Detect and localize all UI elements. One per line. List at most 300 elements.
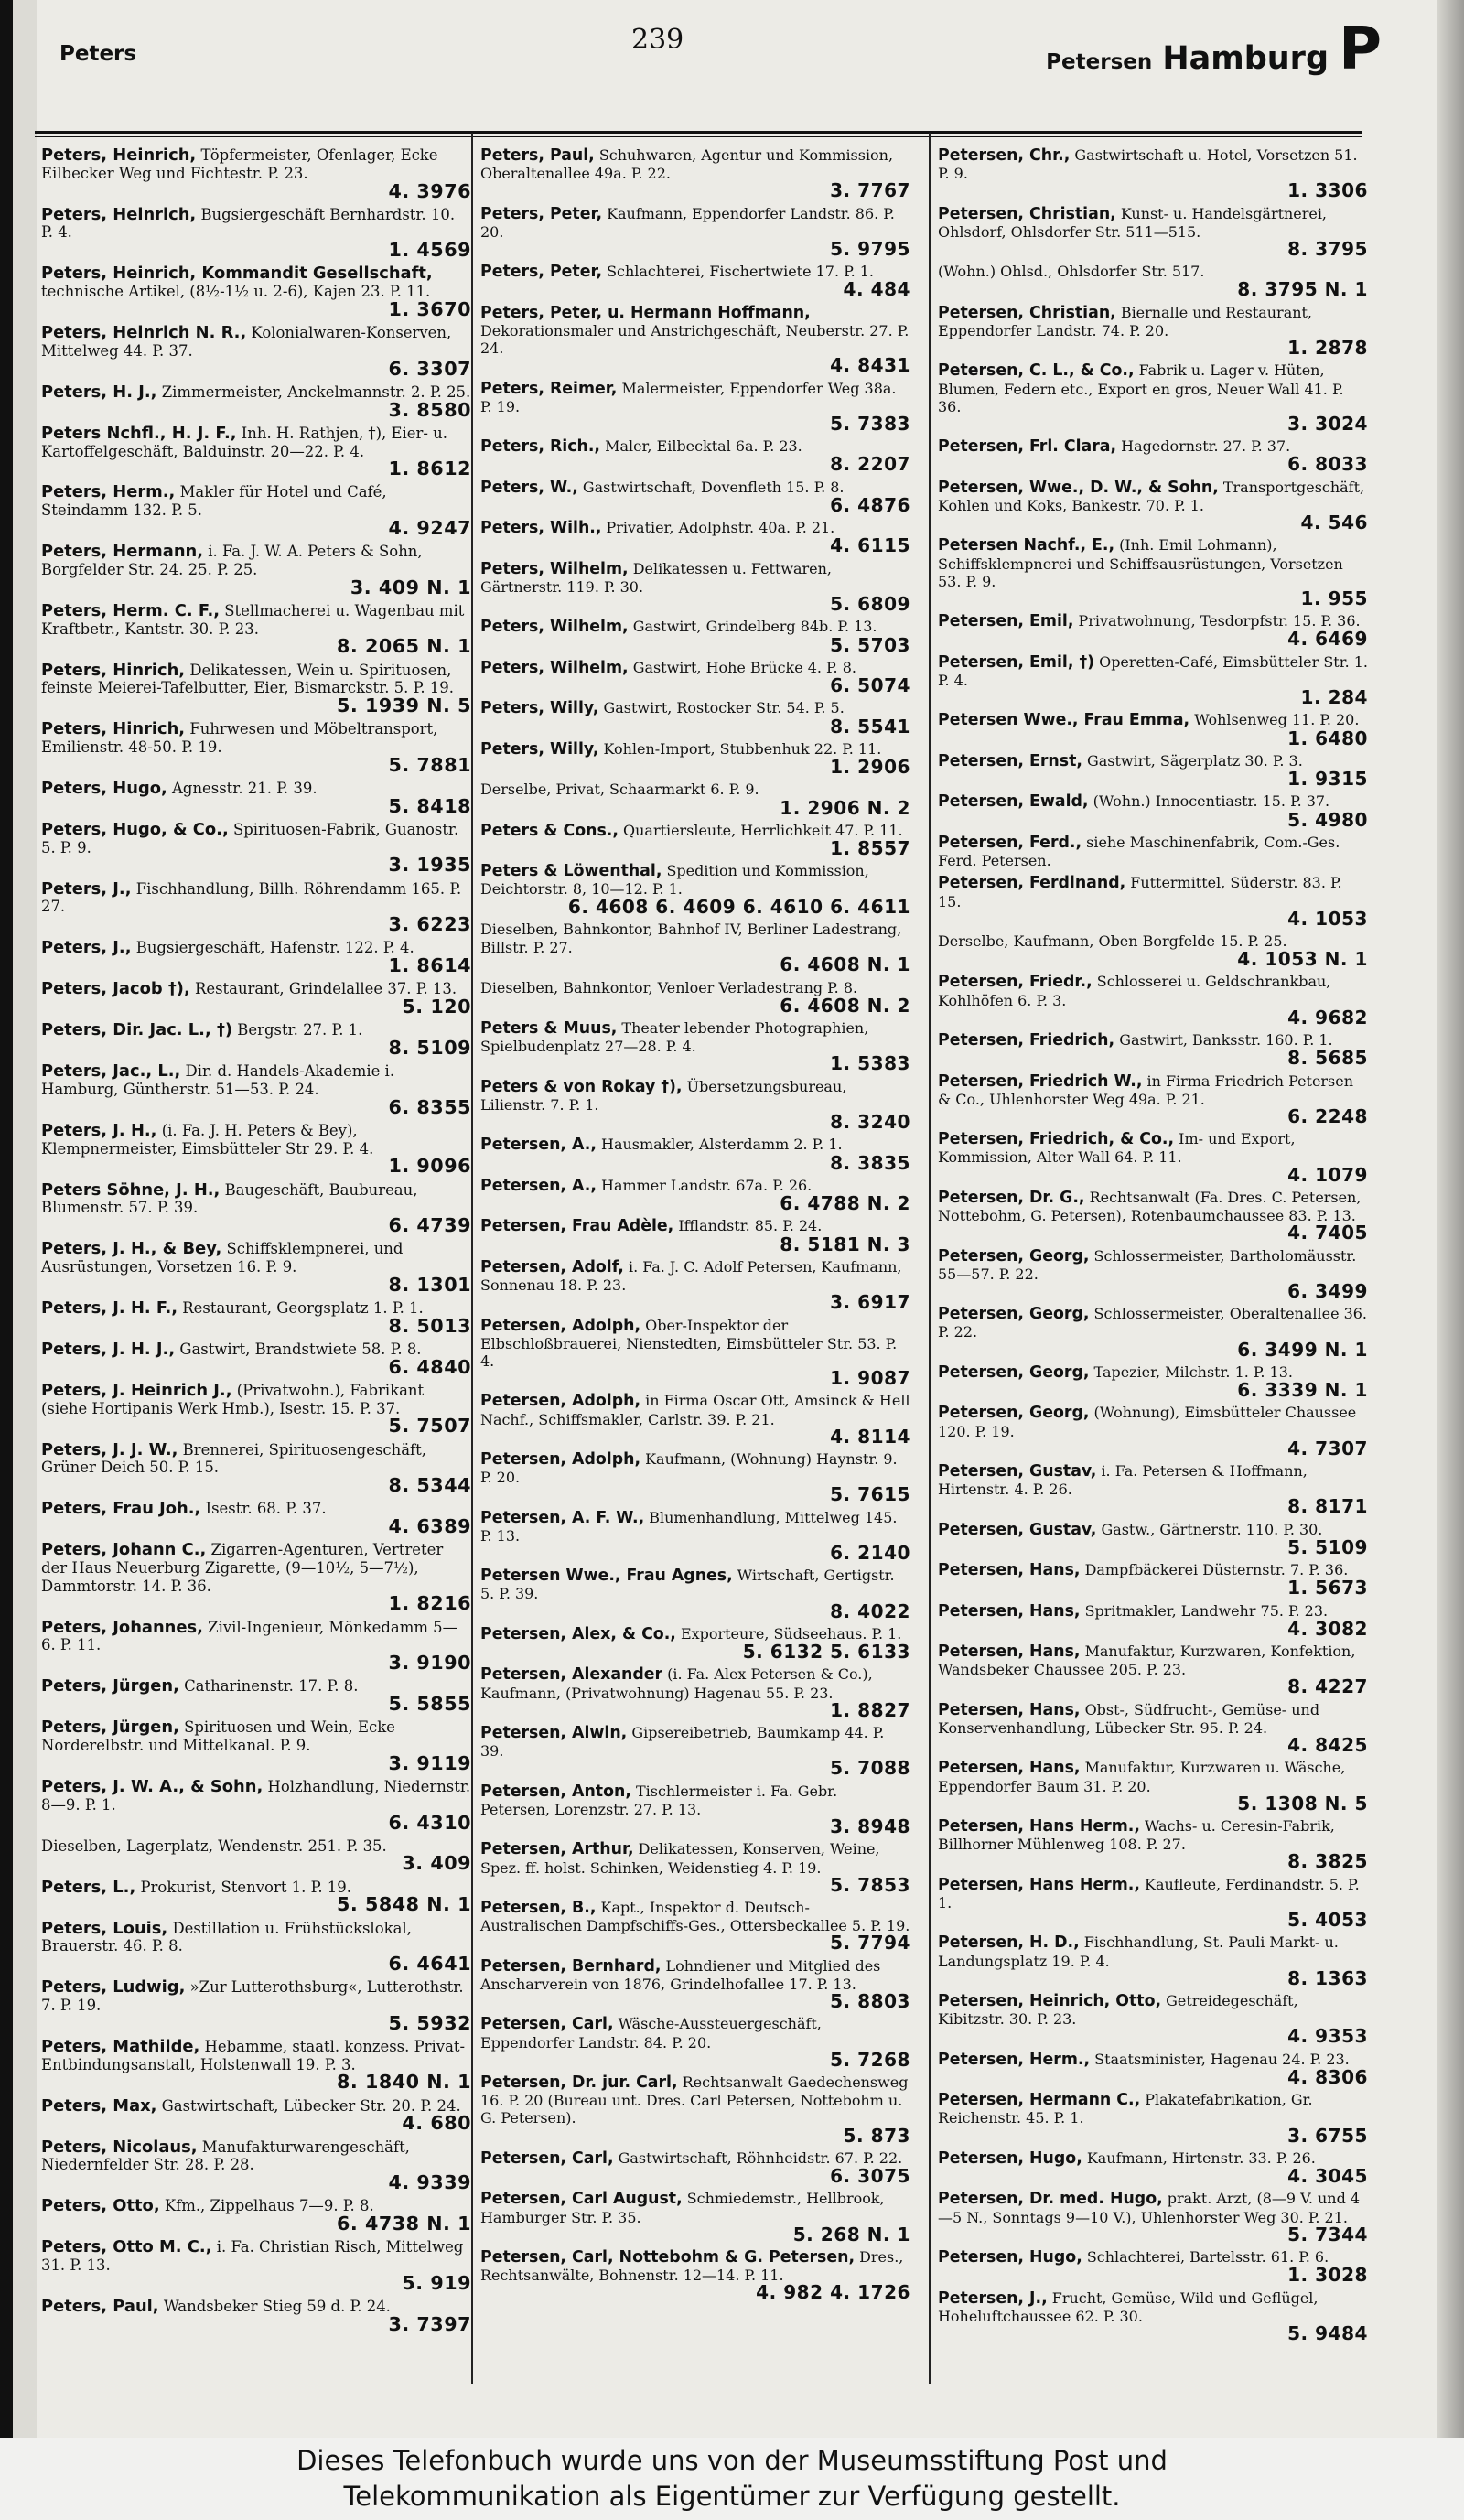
entry-name: Petersen Wwe., Frau Emma, (938, 711, 1190, 730)
entry-name: Petersen, Herm., (938, 2050, 1091, 2069)
entry-details: Gastwirtschaft, Lübecker Str. 20. P. 24. (161, 2096, 461, 2115)
entry-phone-number: 5. 5703 (830, 633, 910, 656)
entry-name: Peters, H. J., (41, 382, 157, 402)
entry-phone-number: 4. 3082 (1287, 1617, 1368, 1640)
directory-entry (938, 792, 1368, 831)
directory-entry (480, 822, 910, 857)
entry-phone-number: 6. 3339 N. 1 (1237, 1379, 1368, 1402)
directory-entry (938, 2051, 1368, 2086)
directory-entry (41, 1920, 471, 1974)
directory-entry (480, 1567, 910, 1621)
entry-name: Petersen, A., (480, 1176, 597, 1195)
entry-phone-number: 8. 2207 (830, 453, 910, 476)
directory-entry (938, 1072, 1368, 1126)
entry-name: Petersen, J., (938, 2288, 1048, 2308)
entry-details: Blumenhandlung, Mittelweg 145. P. 13. (480, 1508, 898, 1545)
entry-phone-number: 5. 4980 (1287, 808, 1368, 831)
entry-phone-number: 3. 7767 (830, 179, 910, 202)
entry-phone-number: 8. 1363 (1287, 1966, 1368, 1989)
entry-name: Petersen, Emil, †) (938, 652, 1095, 672)
entry-name: Peters, Rich., (480, 437, 601, 457)
entry-name: Peters, Peter, u. Hermann Hoffmann, (480, 303, 811, 322)
directory-entry (938, 711, 1368, 747)
directory-entry (938, 1642, 1368, 1696)
entry-phone-number: 8. 5013 (388, 1314, 471, 1337)
entry-name: Petersen, Chr., (938, 146, 1071, 165)
entry-name: Petersen, Friedrich W., (938, 1072, 1143, 1091)
entry-name: Peters, Nicolaus, (41, 2137, 198, 2157)
entry-details: Schlachterei, Bartelsstr. 61. P. 6. (1086, 2248, 1329, 2267)
entry-details: Ifflandstr. 85. P. 24. (678, 1217, 823, 1235)
directory-entry (480, 1724, 910, 1778)
entry-details: Restaurant, Grindelallee 37. P. 13. (194, 980, 458, 998)
entry-details: Delikatessen, Konserven, Weine, Spez. ff. holst. Schinken, Weidenstieg 4. P. 19. (480, 1840, 880, 1877)
footer-line-1: Dieses Telefonbuch wurde uns von der Museumsstiftung Post und (296, 2445, 1168, 2476)
running-header-right (997, 16, 1382, 83)
entry-name: Peters, Peter, (480, 204, 603, 223)
entry-phone-number: 8. 5685 (1287, 1047, 1368, 1070)
entry-phone-number: 8. 2065 N. 1 (336, 635, 471, 658)
directory-entry (41, 880, 471, 934)
entry-details: Gastwirt, Sägerplatz 30. P. 3. (1087, 751, 1303, 770)
entry-phone-number: 5. 9484 (1287, 2321, 1368, 2344)
entry-details: Spritmakler, Landwehr 75. P. 23. (1084, 1601, 1329, 1620)
entry-phone-number: 3. 8948 (830, 1815, 910, 1838)
entry-name: Peters, Hinrich, (41, 719, 186, 739)
entry-name: Petersen, B., (480, 1899, 597, 1918)
directory-entry (41, 602, 471, 656)
entry-name: Peters, Ludwig, (41, 1977, 186, 1998)
entry-details: Zivil-Ingenieur, Mönkedamm 5—6. P. 11. (41, 1618, 458, 1654)
entry-phone-number: 1. 2906 (830, 756, 910, 779)
entry-details: Gastwirtschaft, Röhnheidstr. 67. P. 22. (618, 2148, 903, 2167)
directory-entry (41, 425, 471, 479)
entry-phone-number: 8. 3825 (1287, 1850, 1368, 1873)
directory-entry (938, 1602, 1368, 1638)
directory-entry (480, 1019, 910, 1073)
entry-name: Petersen, Ewald, (938, 792, 1089, 812)
entry-phone-number: 5. 7383 (830, 412, 910, 435)
entry-details: Dekorationsmaler und Anstrichgeschäft, Neuberstr. 27. P. 24. (480, 321, 910, 358)
directory-entry (41, 1240, 471, 1294)
entry-name: Peters & Cons., (480, 821, 619, 840)
entry-name: Peters, J. H., & Bey, (41, 1239, 222, 1259)
entry-phone-number: 4. 3045 (1287, 2165, 1368, 2188)
entry-phone-number: 4. 546 (1300, 512, 1368, 534)
directory-entry (938, 536, 1368, 608)
directory-entry (480, 862, 910, 916)
entry-name: Peters, Wilhelm, (480, 559, 629, 578)
directory-entry (938, 1362, 1368, 1402)
entry-details: Gastwirt, Brandstwiete 58. P. 8. (179, 1340, 422, 1358)
directory-entry (938, 1521, 1368, 1556)
entry-details: Hagedornstr. 27. P. 37. (1121, 437, 1291, 456)
entry-details: Gastwirt, Rostocker Str. 54. P. 5. (603, 699, 845, 717)
entry-name: Petersen, Carl, (480, 2015, 614, 2034)
entry-name: Petersen, Friedrich, & Co., (938, 1130, 1175, 1149)
directory-entry (480, 699, 910, 738)
entry-details: (Wohnung), Eimsbütteler Chaussee 120. P. 19. (938, 1404, 1357, 1440)
entry-phone-number: 5. 120 (402, 996, 471, 1018)
entry-details: Staatsminister, Hagenau 24. P. 23. (1094, 2050, 1350, 2068)
directory-entry (41, 264, 471, 318)
entry-phone-number: 6. 5074 (830, 674, 910, 697)
directory-entry (41, 1677, 471, 1714)
entry-details: Wachs- u. Ceresin-Fabrik, Billhorner Mühlenweg 108. P. 27. (938, 1817, 1335, 1854)
header-rule-thin (35, 136, 1362, 137)
entry-name: Peters Söhne, J. H., (41, 1179, 221, 1200)
column-divider (471, 133, 473, 2384)
entry-name: Petersen, Georg, (938, 1305, 1090, 1324)
entry-details: Isestr. 68. P. 37. (205, 1500, 327, 1518)
entry-details: Dieselben, Lagerplatz, Wendenstr. 251. P. 35. (41, 1836, 387, 1855)
entry-name: Petersen, A. F. W., (480, 1508, 645, 1527)
entry-details: Futtermittel, Süderstr. 83. P. 15. (938, 874, 1342, 910)
entry-phone-number: 4. 8431 (830, 354, 910, 377)
running-header-left: Peters (59, 42, 137, 66)
entry-details: Agnesstr. 21. P. 39. (172, 779, 318, 797)
directory-entry (480, 1665, 910, 1719)
directory-entry (41, 780, 471, 816)
entry-details: Kapt., Inspektor d. Deutsch-Australischen Dampfschiffs-Ges., Ottersbeckallee 5. P. 19. (480, 1899, 910, 1935)
entry-name: Petersen, Bernhard, (480, 1956, 662, 1976)
entry-details: Spirituosen und Wein, Ecke Norderelbstr. und Mittelkanal. P. 9. (41, 1718, 395, 1755)
entry-details: Tischlermeister i. Fa. Gebr. Petersen, Lorenzstr. 27. P. 13. (480, 1782, 838, 1818)
entry-phone-number: 5. 6132 5. 6133 (742, 1641, 910, 1664)
entry-name: Petersen, Anton, (480, 1782, 631, 1801)
directory-entry (41, 1181, 471, 1235)
entry-details: Zigarren-Agenturen, Vertreter der Haus Neuerburg Zigarette, (9—10½, 5—7½), Dammtorstr. 14. P. 36. (41, 1541, 444, 1595)
entry-phone-number: 1. 5673 (1287, 1577, 1368, 1599)
directory-entry (41, 1837, 471, 1874)
entry-phone-number: 4. 484 (843, 278, 910, 301)
entry-details: Delikatessen u. Fettwaren, Gärtnerstr. 119. P. 30. (480, 559, 832, 596)
directory-entry (41, 1978, 471, 2032)
entry-details: Hebamme, staatl. konzess. Privat-Entbindungsanstalt, Holstenwall 19. P. 3. (41, 2037, 466, 2073)
directory-entry (41, 1619, 471, 1673)
entry-details: Gastwirt, Hohe Brücke 4. P. 8. (632, 658, 856, 676)
entry-phone-number: 6. 4608 6. 4609 6. 4610 6. 4611 (567, 895, 910, 918)
entry-details: Exporteure, Südseehaus. P. 1. (680, 1624, 902, 1642)
entry-name: Petersen, Hans, (938, 1759, 1081, 1778)
directory-entry (480, 1078, 910, 1132)
entry-phone-number: 4. 3976 (388, 179, 471, 202)
entry-name: Peters, Otto, (41, 2196, 160, 2216)
entry-phone-number: 1. 8827 (830, 1698, 910, 1721)
directory-entry (480, 146, 910, 200)
entry-details: Baugeschäft, Baubureau, Blumenstr. 57. P. 39. (41, 1180, 418, 1217)
entry-phone-number: 4. 6469 (1287, 628, 1368, 651)
entry-details: Plakatefabrikation, Gr. Reichenstr. 45. P. 1. (938, 2091, 1313, 2127)
entry-phone-number: 8. 3795 (1287, 238, 1368, 260)
entry-phone-number: 5. 8418 (388, 794, 471, 817)
directory-entry (480, 380, 910, 434)
entry-phone-number: 8. 3795 N. 1 (1237, 278, 1368, 301)
entry-details: in Firma Oscar Ott, Amsinck & Hell Nachf., Schiffsmakler, Carlstr. 39. P. 21. (480, 1392, 910, 1428)
directory-entry (41, 980, 471, 1017)
entry-name: Peters, Otto M. C., (41, 2237, 212, 2257)
directory-entry (480, 2073, 910, 2145)
entry-name: Petersen Nachf., E., (938, 536, 1115, 555)
directory-entry (938, 1462, 1368, 1516)
entry-details: Prokurist, Stenvort 1. P. 19. (140, 1878, 351, 1896)
entry-phone-number: 1. 4569 (388, 239, 471, 262)
entry-phone-number: 5. 1308 N. 5 (1237, 1792, 1368, 1815)
directory-entry (938, 304, 1368, 358)
entry-phone-number: 5. 7853 (830, 1873, 910, 1896)
column-divider (929, 133, 931, 2384)
directory-entry (41, 324, 471, 378)
entry-details: technische Artikel, (8½-1½ u. 2-6), Kajen 23. P. 11. (41, 283, 431, 301)
entry-phone-number: 8. 3835 (830, 1151, 910, 1174)
entry-phone-number: 5. 873 (843, 2124, 910, 2147)
entry-details: (i. Fa. J. H. Peters & Bey), Klempnermeister, Eimsbütteler Str 29. P. 4. (41, 1121, 374, 1158)
directory-entry (480, 1317, 910, 1388)
directory-entry (480, 437, 910, 476)
directory-entry (938, 146, 1368, 200)
directory-entry (938, 932, 1368, 971)
entry-phone-number: 4. 7405 (1287, 1222, 1368, 1244)
entry-name: Peters, Johann C., (41, 1540, 207, 1560)
directory-entry (41, 1718, 471, 1772)
entry-phone-number: 3. 8580 (388, 398, 471, 421)
entry-details: Dampfbäckerei Düsternstr. 7. P. 36. (1084, 1561, 1349, 1579)
entry-phone-number: 4. 9247 (388, 516, 471, 539)
entry-phone-number: 3. 6917 (830, 1291, 910, 1314)
directory-entry (938, 1992, 1368, 2046)
entry-phone-number: 6. 4788 N. 2 (780, 1192, 910, 1215)
entry-details: Lohndiener und Mitglied des Anscharverein von 1876, Grindelhofallee 17. P. 13. (480, 1956, 881, 1993)
entry-details: Makler für Hotel und Café, Steindamm 132. P. 5. (41, 483, 387, 520)
entry-name: Petersen, Hugo, (938, 2148, 1082, 2168)
entry-name: Peters, Willy, (480, 739, 599, 759)
entry-name: Peters, Mathilde, (41, 2036, 200, 2056)
entry-phone-number: 5. 7507 (388, 1415, 471, 1438)
entry-phone-number: 6. 3499 (1287, 1279, 1368, 1302)
entry-name: Petersen Wwe., Frau Agnes, (480, 1567, 733, 1586)
directory-entry (41, 1500, 471, 1536)
directory-entry (938, 1561, 1368, 1597)
entry-name: Petersen, Hermann C., (938, 2091, 1141, 2110)
entry-name: Petersen, Adolf, (480, 1257, 624, 1276)
entry-phone-number: 8. 5181 N. 3 (780, 1233, 910, 1255)
entry-phone-number: 3. 9190 (388, 1652, 471, 1675)
entry-name: Petersen, Friedr., (938, 973, 1093, 992)
entry-details: Dieselben, Bahnkontor, Venloer Verladestrang P. 8. (480, 978, 858, 996)
directory-entry (480, 1392, 910, 1446)
entry-details: i. Fa. Christian Risch, Mittelweg 31. P. 13. (41, 2238, 464, 2274)
entry-details: Schlachterei, Fischertwiete 17. P. 1. (607, 263, 874, 281)
entry-phone-number: 1. 9096 (388, 1155, 471, 1178)
entry-details: (Inh. Emil Lohmann), Schiffsklempnerei und Schiffsausrüstungen, Vorsetzen 53. P. 9. (938, 536, 1343, 590)
directory-entry (41, 1441, 471, 1495)
entry-phone-number: 6. 4739 (388, 1214, 471, 1237)
directory-entry (41, 662, 471, 716)
entry-name: Petersen, Gustav, (938, 1520, 1097, 1539)
entry-phone-number: 4. 8425 (1287, 1734, 1368, 1757)
entry-details: Fuhrwesen und Möbeltransport, Emilienstr. 48-50. P. 19. (41, 720, 438, 757)
entry-details: Frucht, Gemüse, Wild und Geflügel, Hoheluftchaussee 62. P. 30. (938, 2288, 1319, 2325)
directory-entry (938, 1759, 1368, 1813)
entry-name: Petersen, Emil, (938, 612, 1074, 631)
entry-details: Manufaktur, Kurzwaren, Konfektion, Wandsbeker Chaussee 205. P. 23. (938, 1642, 1356, 1679)
entry-name: Peters Nchfl., H. J. F., (41, 423, 237, 443)
entry-name: Peters, Heinrich, (41, 204, 197, 224)
entry-phone-number: 8. 5109 (388, 1036, 471, 1059)
entry-name: Peters, J. H. J., (41, 1339, 176, 1359)
directory-entry (480, 479, 910, 514)
entry-name: Peters, Wilhelm, (480, 618, 629, 637)
directory-entry (480, 1840, 910, 1894)
directory-entry (480, 2248, 910, 2302)
entry-phone-number: 8. 1301 (388, 1273, 471, 1296)
entry-details: Kohlen-Import, Stubbenhuk 22. P. 11. (603, 739, 882, 758)
entry-details: Kaufleute, Ferdinandstr. 5. P. 1. (938, 1875, 1360, 1912)
entry-details: siehe Maschinenfabrik, Com.-Ges. Ferd. Petersen. (938, 833, 1340, 870)
entry-details: Bergstr. 27. P. 1. (237, 1021, 363, 1039)
directory-entry (480, 1450, 910, 1504)
entry-phone-number: 4. 9682 (1287, 1006, 1368, 1028)
entry-details: Transportgeschäft, Kohlen und Koks, Bankestr. 70. P. 1. (938, 478, 1365, 514)
directory-entry (938, 1933, 1368, 1987)
entry-phone-number: 4. 6389 (388, 1514, 471, 1537)
header-letter: P (1339, 16, 1382, 83)
entry-phone-number: 3. 409 (402, 1852, 471, 1875)
entry-details: Privatier, Adolphstr. 40a. P. 21. (606, 519, 835, 537)
entry-details: Holzhandlung, Niedernstr. 8—9. P. 1. (41, 1777, 471, 1814)
entry-name: Petersen, Georg, (938, 1362, 1090, 1382)
directory-entry (41, 1879, 471, 1915)
column-3 (938, 146, 1368, 2347)
entry-name: Petersen, Christian, (938, 303, 1116, 322)
entry-name: Petersen, Arthur, (480, 1840, 634, 1859)
directory-entry (938, 1031, 1368, 1070)
entry-details: Töpfermeister, Ofenlager, Ecke Eilbecker Weg und Fichtestr. P. 23. (41, 146, 438, 182)
entry-name: Peters, Hermann, (41, 542, 204, 562)
entry-details: Biernalle und Restaurant, Eppendorfer Landstr. 74. P. 20. (938, 303, 1312, 339)
entry-details: »Zur Lutterothsburg«, Lutterothstr. 7. P. 19. (41, 1978, 464, 2015)
entry-phone-number: 1. 8557 (830, 836, 910, 859)
directory-entry (41, 1541, 471, 1613)
entry-details: Hausmakler, Alsterdamm 2. P. 1. (601, 1136, 843, 1154)
entry-name: Peters & Löwenthal, (480, 862, 662, 881)
entry-details: i. Fa. J. C. Adolf Petersen, Kaufmann, Sonnenau 18. P. 23. (480, 1257, 902, 1295)
entry-details: Tapezier, Milchstr. 1. P. 13. (1093, 1362, 1293, 1381)
directory-entry (480, 781, 910, 819)
entry-details: Im- und Export, Kommission, Alter Wall 64. P. 11. (938, 1130, 1296, 1167)
directory-entry (41, 821, 471, 875)
column-2 (480, 146, 910, 2307)
entry-phone-number: 1. 8216 (388, 1592, 471, 1615)
entry-name: Petersen, Adolph, (480, 1392, 641, 1411)
entry-name: Peters, Herm. C. F., (41, 600, 221, 620)
directory-entry (41, 720, 471, 774)
entry-details: Theater lebender Photographien, Spielbudenplatz 27—28. P. 4. (480, 1019, 869, 1056)
entry-details: Kolonialwaren-Konserven, Mittelweg 44. P. 37. (41, 324, 452, 360)
entry-details: Dir. d. Handels-Akademie i. Hamburg, Güntherstr. 51—53. P. 24. (41, 1062, 395, 1098)
directory-entry (41, 2138, 471, 2192)
entry-name: Peters, Frau Joh., (41, 1499, 201, 1519)
entry-details: Manufakturwarengeschäft, Niedernfelder Str. 28. P. 28. (41, 2138, 410, 2174)
entry-details: Bugsiergeschäft Bernhardstr. 10. P. 4. (41, 205, 456, 242)
entry-name: Petersen, Hans Herm., (938, 1817, 1140, 1836)
entry-name: Peters, Wilh., (480, 519, 602, 538)
directory-entry (938, 973, 1368, 1027)
directory-entry (480, 205, 910, 259)
entry-details: Rechtsanwalt (Fa. Dres. C. Petersen, Nottebohm, G. Petersen), Rotenbaumchaussee 83. P. 13. (938, 1188, 1362, 1225)
entry-phone-number: 5. 7088 (830, 1757, 910, 1780)
entry-details: Maler, Eilbecktal 6a. P. 23. (605, 437, 802, 456)
entry-name: Peters, J., (41, 938, 132, 958)
directory-entry (41, 383, 471, 420)
entry-phone-number: 3. 6755 (1287, 2124, 1368, 2147)
directory-entry (41, 483, 471, 537)
directory-entry (480, 1509, 910, 1563)
directory-entry (480, 1782, 910, 1836)
directory-entry (938, 1305, 1368, 1359)
entry-name: Peters, Louis, (41, 1918, 168, 1938)
directory-entry (480, 304, 910, 375)
directory-entry (938, 1404, 1368, 1458)
directory-entry (41, 939, 471, 975)
entry-name: Petersen, Hans Herm., (938, 1875, 1140, 1894)
directory-entry (938, 2148, 1368, 2188)
entry-name: Petersen, Alexander (480, 1665, 663, 1685)
entry-phone-number: 1. 5383 (830, 1052, 910, 1075)
entry-details: Operetten-Café, Eimsbütteler Str. 1. P. 4. (938, 652, 1368, 689)
page-right-edge (1437, 0, 1464, 2438)
directory-entry (938, 479, 1368, 533)
directory-entry (480, 560, 910, 614)
entry-name: Peters, J. H., (41, 1120, 157, 1140)
directory-entry (480, 519, 910, 555)
entry-phone-number: 8. 4227 (1287, 1675, 1368, 1698)
entry-details: Privatwohnung, Tesdorpfstr. 15. P. 36. (1078, 612, 1361, 630)
entry-details: (i. Fa. Alex Petersen & Co.), Kaufmann, (Privatwohnung) Hagenau 55. P. 23. (480, 1665, 873, 1702)
entry-name: Peters, Heinrich, Kommandit Gesellschaft, (41, 264, 433, 284)
entry-details: in Firma Friedrich Petersen & Co., Uhlenhorster Weg 49a. P. 21. (938, 1072, 1353, 1108)
entry-phone-number: 5. 8803 (830, 1990, 910, 2013)
entry-name: Peters, Max, (41, 2095, 157, 2116)
entry-details: Wäsche-Aussteuergeschäft, Eppendorfer Landstr. 84. P. 20. (480, 2015, 822, 2052)
entry-name: Peters, Willy, (480, 699, 599, 718)
directory-entry (480, 1136, 910, 1174)
directory-entry (41, 2097, 471, 2134)
entry-phone-number: 1. 284 (1300, 686, 1368, 709)
entry-details: Schuhwaren, Agentur und Kommission, Oberaltenallee 49a. P. 22. (480, 146, 894, 183)
entry-phone-number: 4. 6115 (830, 534, 910, 557)
entry-details: Stellmacherei u. Wagenbau mit Kraftbetr., Kantstr. 30. P. 23. (41, 601, 465, 638)
entry-phone-number: 5. 7881 (388, 753, 471, 776)
entry-phone-number: 4. 8306 (1287, 2065, 1368, 2088)
entry-details: (Privatwohn.), Fabrikant (siehe Hortipanis Werk Hmb.), Isestr. 15. P. 37. (41, 1381, 425, 1417)
column-1 (41, 146, 471, 2339)
entry-phone-number: 3. 7397 (388, 2312, 471, 2335)
entry-phone-number: 1. 3670 (388, 297, 471, 320)
entry-details: Übersetzungsbureau, Lilienstr. 7. P. 1. (480, 1077, 847, 1114)
entry-name: Peters, Hugo, & Co., (41, 819, 229, 839)
entry-details: Brennerei, Spirituosengeschäft, Grüner Deich 50. P. 15. (41, 1440, 426, 1477)
entry-phone-number: 5. 5932 (388, 2011, 471, 2034)
entry-details: Gastwirt, Grindelberg 84b. P. 13. (632, 618, 877, 636)
entry-phone-number: 6. 8033 (1287, 453, 1368, 476)
entry-details: Dieselben, Bahnkontor, Bahnhof IV, Berliner Ladestrang, Billstr. P. 27. (480, 920, 902, 957)
entry-details: Gastwirtschaft, Dovenfleth 15. P. 8. (582, 478, 845, 496)
directory-entry (41, 2197, 471, 2234)
entry-details: Inh. H. Rathjen, †), Eier- u. Kartoffelgeschäft, Balduinstr. 20—22. P. 4. (41, 424, 448, 460)
entry-name: Petersen, A., (480, 1136, 597, 1155)
entry-details: Kunst- u. Handelsgärtnerei, Ohlsdorf, Ohlsdorfer Str. 511—515. (938, 204, 1327, 241)
